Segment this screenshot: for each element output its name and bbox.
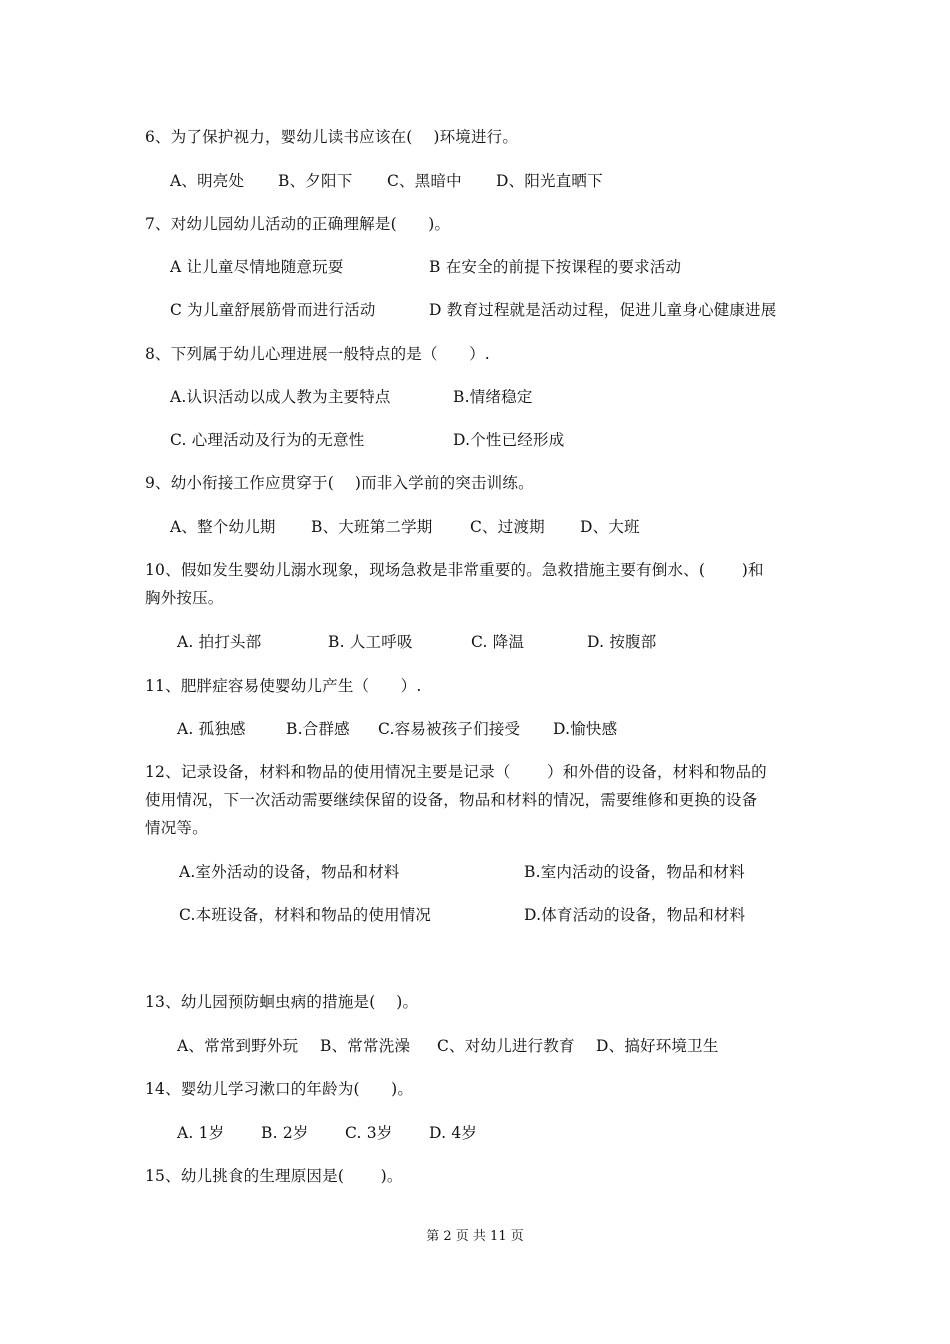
question-9-text: 9、幼小衔接工作应贯穿于( )而非入学前的突击训练。: [145, 474, 534, 492]
option-b: B、夕阳下: [278, 172, 353, 190]
question-7-text: 7、对幼儿园幼儿活动的正确理解是( )。: [145, 215, 451, 233]
option-c: C、过渡期: [470, 518, 545, 536]
option-a: A. 拍打头部: [177, 633, 262, 651]
option-c: C、对幼儿进行教育: [437, 1037, 575, 1055]
question-6-text: 6、为了保护视力，婴幼儿读书应该在( )环境进行。: [145, 128, 519, 146]
option-d: D、大班: [580, 518, 640, 536]
option-d: D. 4岁: [429, 1124, 478, 1142]
option-d: D、阳光直晒下: [496, 172, 603, 190]
question-11-text: 11、肥胖症容易使婴幼儿产生（ ）.: [145, 677, 422, 695]
option-b: B.室内活动的设备，物品和材料: [524, 863, 745, 881]
option-b: B、大班第二学期: [311, 518, 433, 536]
question-12-text-line3: 情况等。: [145, 819, 208, 837]
page-footer: 第 2 页 共 11 页: [426, 1229, 524, 1244]
option-a: A、整个幼儿期: [170, 518, 276, 536]
question-10-text-line1: 10、假如发生婴幼儿溺水现象，现场急救是非常重要的。急救措施主要有倒水、( )和: [145, 561, 764, 579]
option-d: D.个性已经形成: [453, 431, 565, 449]
option-d: D.愉快感: [553, 720, 618, 738]
option-c: C. 心理活动及行为的无意性: [170, 431, 365, 449]
question-15-text: 15、幼儿挑食的生理原因是( )。: [145, 1167, 403, 1185]
option-b: B. 2岁: [261, 1124, 309, 1142]
option-a: A 让儿童尽情地随意玩耍: [170, 258, 344, 276]
option-c: C 为儿童舒展筋骨而进行活动: [170, 301, 376, 319]
option-a: A.认识活动以成人教为主要特点: [170, 388, 391, 406]
option-b: B 在安全的前提下按课程的要求活动: [429, 258, 682, 276]
question-12-text-line2: 使用情况，下一次活动需要继续保留的设备，物品和材料的情况，需要维修和更换的设备: [145, 791, 758, 809]
question-8-text: 8、下列属于幼儿心理进展一般特点的是（ ）.: [145, 345, 490, 363]
option-a: A、明亮处: [170, 172, 245, 190]
question-13-text: 13、幼儿园预防蛔虫病的措施是( )。: [145, 993, 419, 1011]
option-b: B.合群感: [286, 720, 350, 738]
option-a: A、常常到野外玩: [177, 1037, 299, 1055]
option-c: C. 降温: [471, 633, 525, 651]
option-d: D.体育活动的设备，物品和材料: [524, 906, 746, 924]
option-c: C、黑暗中: [387, 172, 462, 190]
question-14-text: 14、婴幼儿学习漱口的年龄为( )。: [145, 1080, 414, 1098]
option-c: C. 3岁: [345, 1124, 393, 1142]
option-a: A.室外活动的设备，物品和材料: [179, 863, 400, 881]
option-d: D、搞好环境卫生: [596, 1037, 719, 1055]
option-c: C.容易被孩子们接受: [378, 720, 521, 738]
question-10-text-line2: 胸外按压。: [145, 589, 224, 607]
option-d: D 教育过程就是活动过程，促进儿童身心健康进展: [429, 301, 777, 319]
option-b: B、常常洗澡: [320, 1037, 411, 1055]
option-a: A. 孤独感: [177, 720, 246, 738]
option-b: B. 人工呼吸: [328, 633, 413, 651]
question-12-text-line1: 12、记录设备，材料和物品的使用情况主要是记录（ ）和外借的设备，材料和物品的: [145, 763, 767, 781]
option-b: B.情绪稳定: [453, 388, 533, 406]
option-d: D. 按腹部: [587, 633, 657, 651]
option-a: A. 1岁: [177, 1124, 225, 1142]
option-c: C.本班设备，材料和物品的使用情况: [179, 906, 432, 924]
